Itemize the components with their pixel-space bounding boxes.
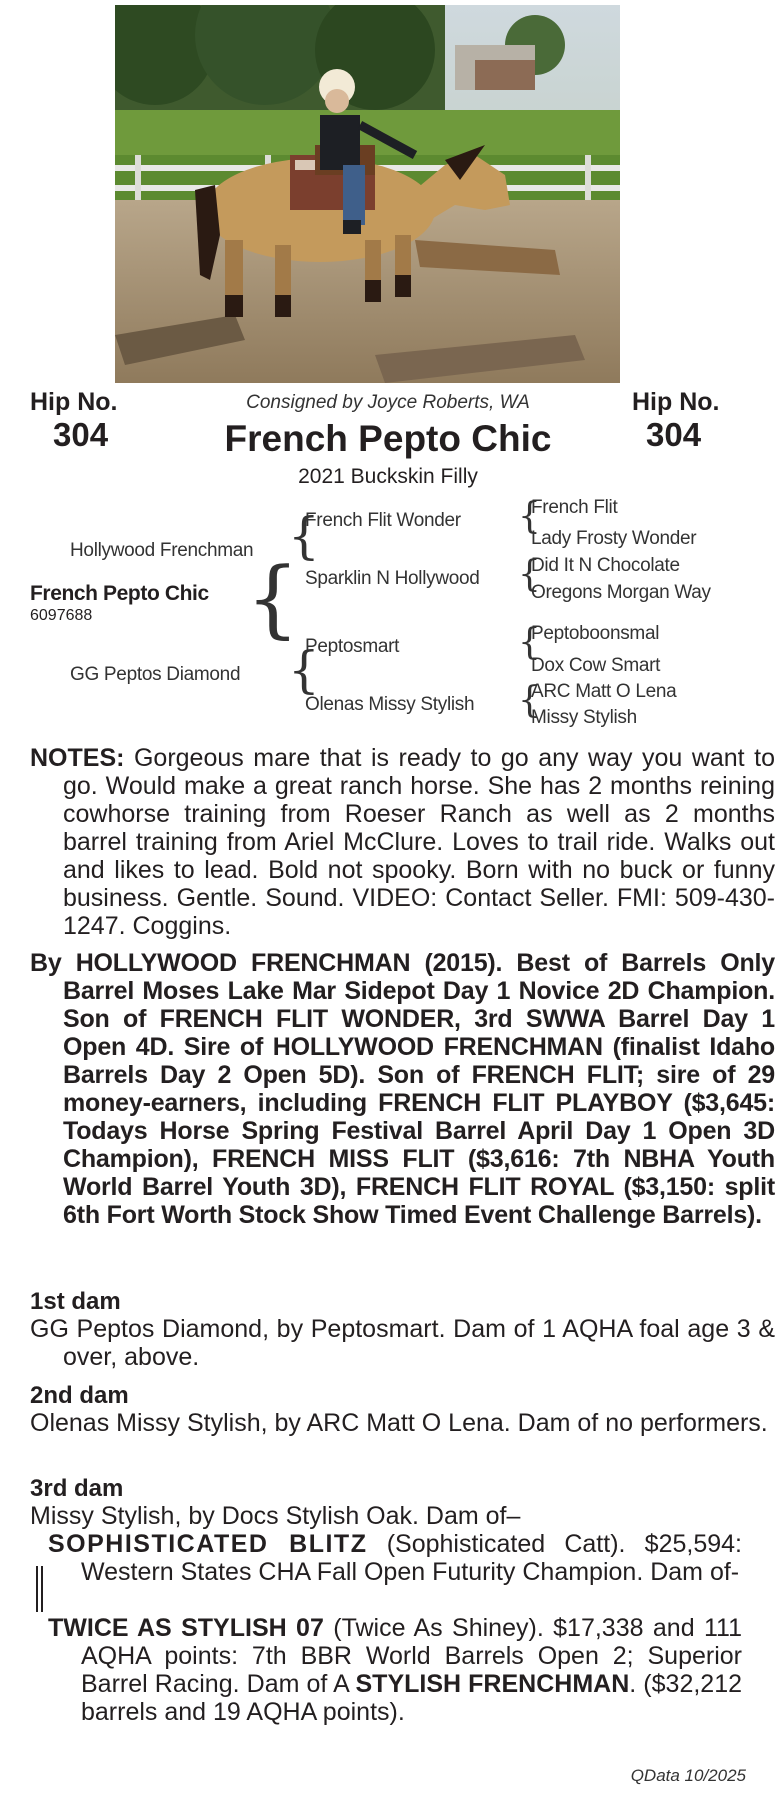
ped-brace-dam: { [288, 641, 320, 699]
ped-ddd: Missy Stylish [531, 707, 637, 728]
ped-brace-main: { [246, 549, 300, 647]
produce-2-text-b: . ($32,212 barrels and 19 AQHA points). [81, 1670, 743, 1726]
ped-ssd: Lady Frosty Wonder [531, 528, 697, 549]
notes [30, 744, 775, 940]
ped-brace-dd: { [518, 680, 541, 721]
ped-sds: Did It N Chocolate [531, 555, 680, 576]
ped-subject: French Pepto Chic [30, 582, 209, 605]
footer-qdata: QData 10/2025 [630, 1766, 746, 1785]
ped-brace-sd: { [518, 554, 541, 595]
ped-dam-sire: Peptosmart [305, 636, 400, 657]
dam3-heading: 3rd dam [30, 1475, 124, 1502]
ped-dds: ARC Matt O Lena [531, 681, 677, 702]
horse-description: 2021 Buckskin Filly [298, 465, 478, 488]
consignor: Consigned by Joyce Roberts, WA [246, 392, 530, 413]
horse-photo [115, 5, 620, 383]
produce-1-text: (Sophisticated Catt). $25,594: Western States CHA Fall Open Futurity Champion. Dam of- [81, 1530, 742, 1586]
dam1-text: GG Peptos Diamond, by Peptosmart. Dam of 1 AQHA foal age 3 & over, above. [30, 1315, 775, 1371]
horse-name: French Pepto Chic [224, 418, 552, 459]
dam3-produce-1 [48, 1530, 742, 1586]
dam2-text: Olenas Missy Stylish, by ARC Matt O Lena. Dam of no performers. [30, 1409, 768, 1437]
dam2-heading: 2nd dam [30, 1382, 129, 1409]
sire-paragraph: By HOLLYWOOD FRENCHMAN (2015). Best of Barrels Only Barrel Moses Lake Mar Sidepot Day 1 Novice 2D Champion. Son of FRENCH FLIT WONDER, 3rd SWWA Barrel Day 1 Open 4D. Sire of HOLLYWOOD FRENCHMAN (finalist Idaho Barrels Day 2 Open 5D). Son of FRENCH FLIT; sire of 29 money-earners, including FRENCH FLIT PLAYBOY ($3,645: Todays Horse Spring Festival Barrel April Day 1 Open 3D Champion), FRENCH MISS FLIT ($3,616: 7th NBHA Youth World Barrel Youth 3D), FRENCH FLIT ROYAL ($3,150: split 6th Fort Worth Stock Show Timed Event Challenge Barrels). [30, 949, 775, 1229]
produce-2-text-a: (Twice As Shiney). $17,338 and 111 AQHA points: 7th BBR World Barrels Open 2; Superior Barrel Racing. Dam of A [81, 1614, 742, 1698]
notes-label: NOTES: [30, 744, 125, 772]
produce-marker [36, 1566, 43, 1612]
hip-label-right: Hip No. [632, 388, 720, 416]
ped-brace-ds: { [518, 622, 541, 663]
dam1-heading: 1st dam [30, 1288, 121, 1315]
ped-sire-sire: French Flit Wonder [305, 510, 461, 531]
notes-text: Gorgeous mare that is ready to go any way you want to go. Would make a great ranch horse. She has 2 months reining cowhorse training from Roeser Ranch as well as 2 months barrel training from Ariel McClure. Loves to trail ride. Walks out and likes to lead. Bold not spooky. Born with no buck or funny business. Gentle. Sound. VIDEO: Contact Seller. FMI: 509-430-1247. Coggins. [63, 744, 775, 940]
produce-1-name: SOPHISTICATED BLITZ [48, 1530, 368, 1558]
ped-dam: GG Peptos Diamond [70, 664, 241, 685]
ped-reg-number: 6097688 [30, 607, 93, 624]
ped-sss: French Flit [531, 497, 618, 518]
produce-2-name-b: STYLISH FRENCHMAN [355, 1670, 630, 1698]
hip-number-left: 304 [53, 416, 109, 453]
ped-sdd: Oregons Morgan Way [531, 582, 711, 603]
dam3-intro: Missy Stylish, by Docs Stylish Oak. Dam of– [30, 1502, 521, 1530]
ped-dss: Peptoboonsmal [531, 623, 660, 644]
hip-label-left: Hip No. [30, 388, 118, 416]
ped-sire-dam: Sparklin N Hollywood [305, 568, 480, 589]
ped-sire: Hollywood Frenchman [70, 540, 254, 561]
dam3-produce-2 [48, 1614, 742, 1726]
ped-brace-ss: { [518, 496, 541, 537]
hip-number-right: 304 [646, 416, 702, 453]
produce-2-name: TWICE AS STYLISH 07 [48, 1614, 324, 1642]
ped-brace-sire: { [288, 507, 320, 565]
ped-dsd: Dox Cow Smart [531, 655, 661, 676]
ped-dam-dam: Olenas Missy Stylish [305, 694, 475, 715]
